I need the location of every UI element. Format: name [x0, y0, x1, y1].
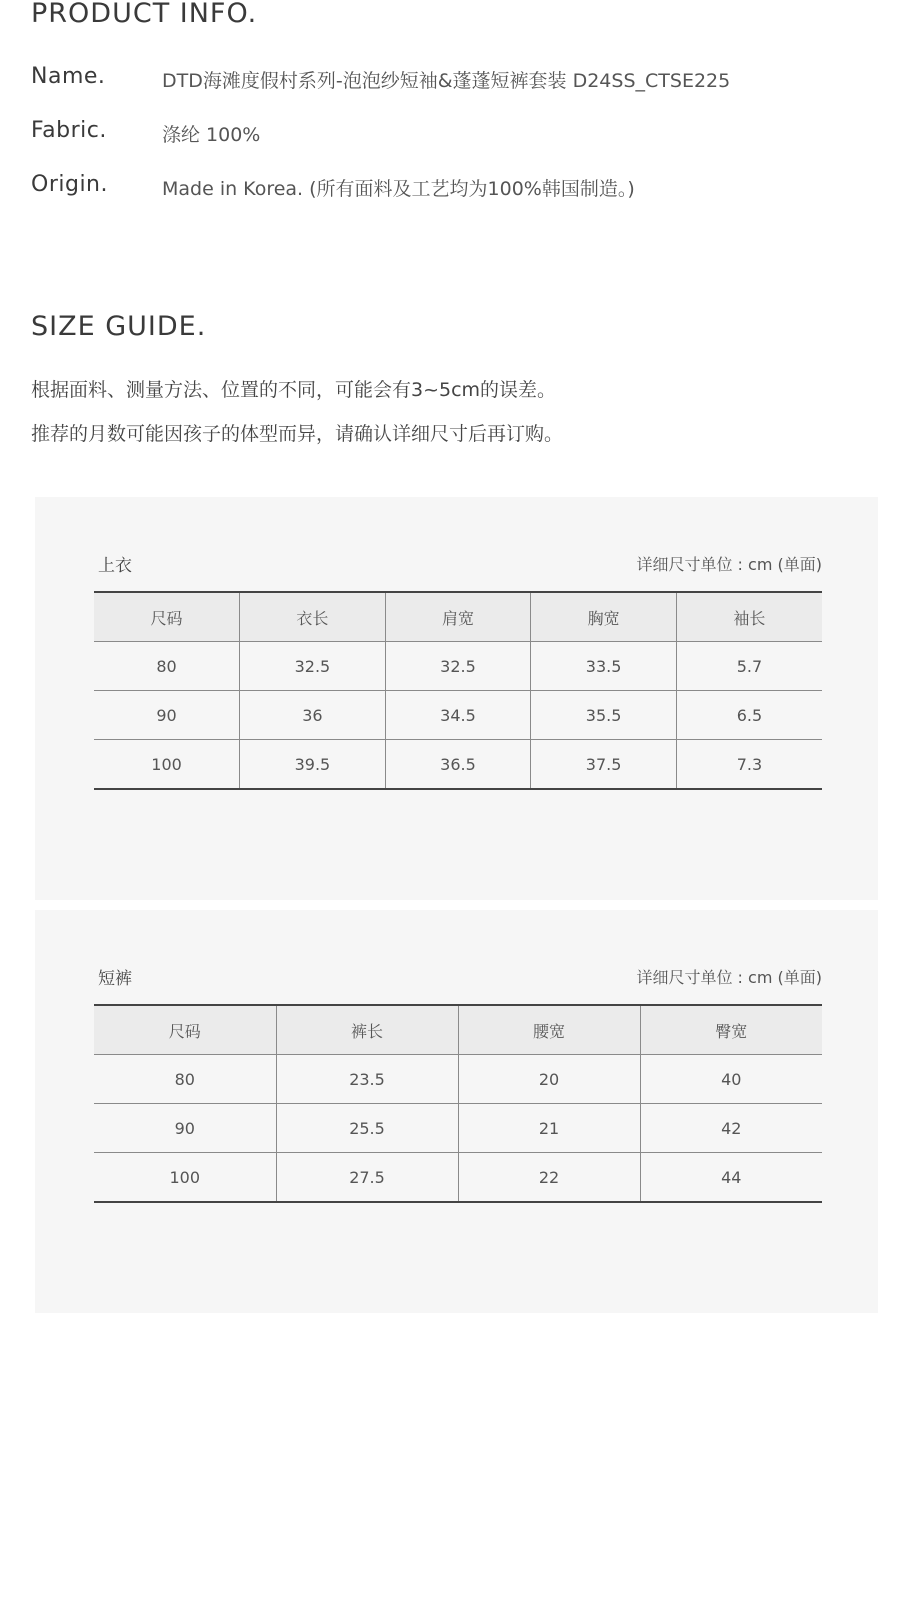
fabric-value: 涤纶 100% — [162, 124, 261, 146]
origin-value: Made in Korea. (所有面料及工艺均为100%韩国制造。) — [162, 178, 635, 200]
table-header-cell: 腰宽 — [458, 1005, 640, 1055]
table-cell: 25.5 — [276, 1104, 458, 1153]
table-cell: 36.5 — [385, 740, 531, 790]
table-cell: 90 — [94, 1104, 276, 1153]
table-cell: 39.5 — [240, 740, 386, 790]
name-value: DTD海滩度假村系列-泡泡纱短袖&蓬蓬短裤套装 D24SS_CTSE225 — [162, 70, 731, 92]
info-row-name — [31, 64, 891, 96]
size-note-2: 推荐的月数可能因孩子的体型而异，请确认详细尺寸后再订购。 — [31, 423, 564, 445]
table-cell: 80 — [94, 1055, 276, 1104]
table-cell: 22 — [458, 1153, 640, 1203]
fabric-label: Fabric. — [31, 118, 107, 143]
table-row — [94, 1104, 822, 1153]
table-cell: 7.3 — [676, 740, 822, 790]
size-table-top — [94, 591, 822, 790]
table-cell: 100 — [94, 1153, 276, 1203]
table-header-cell: 臀宽 — [640, 1005, 822, 1055]
table-cell: 44 — [640, 1153, 822, 1203]
table-row — [94, 691, 822, 740]
origin-label: Origin. — [31, 172, 108, 197]
name-label: Name. — [31, 64, 106, 89]
table-cell: 80 — [94, 642, 240, 691]
table-cell: 5.7 — [676, 642, 822, 691]
size-card-shorts — [35, 910, 878, 1313]
table-header-cell: 尺码 — [94, 1005, 276, 1055]
table-cell: 42 — [640, 1104, 822, 1153]
table-header-cell: 胸宽 — [531, 592, 677, 642]
size-table-shorts-title: 短裤 — [98, 969, 132, 989]
size-card-top — [35, 497, 878, 900]
table-header-cell: 尺码 — [94, 592, 240, 642]
table-cell: 32.5 — [240, 642, 386, 691]
table-row — [94, 642, 822, 691]
table-cell: 33.5 — [531, 642, 677, 691]
info-row-fabric — [31, 118, 891, 150]
table-cell: 100 — [94, 740, 240, 790]
size-table-top-unit: 详细尺寸单位 : cm (单面) — [636, 555, 822, 574]
info-row-origin — [31, 172, 891, 204]
table-cell: 35.5 — [531, 691, 677, 740]
table-cell: 20 — [458, 1055, 640, 1104]
table-cell: 34.5 — [385, 691, 531, 740]
table-header-cell: 衣长 — [240, 592, 386, 642]
table-cell: 32.5 — [385, 642, 531, 691]
table-cell: 23.5 — [276, 1055, 458, 1104]
table-cell: 37.5 — [531, 740, 677, 790]
table-header-row — [94, 1005, 822, 1055]
table-row — [94, 1153, 822, 1203]
product-info-title: PRODUCT INFO. — [31, 0, 258, 29]
table-row — [94, 1055, 822, 1104]
size-note-1: 根据面料、测量方法、位置的不同，可能会有3~5cm的误差。 — [31, 379, 557, 401]
table-cell: 36 — [240, 691, 386, 740]
size-table-shorts-unit: 详细尺寸单位 : cm (单面) — [636, 968, 822, 987]
table-cell: 6.5 — [676, 691, 822, 740]
size-guide-title: SIZE GUIDE. — [31, 311, 207, 342]
table-header-cell: 袖长 — [676, 592, 822, 642]
table-row — [94, 740, 822, 790]
table-header-cell: 肩宽 — [385, 592, 531, 642]
size-table-shorts — [94, 1004, 822, 1203]
table-cell: 27.5 — [276, 1153, 458, 1203]
table-cell: 40 — [640, 1055, 822, 1104]
table-cell: 21 — [458, 1104, 640, 1153]
size-table-top-title: 上衣 — [98, 556, 132, 576]
table-header-row — [94, 592, 822, 642]
table-header-cell: 裤长 — [276, 1005, 458, 1055]
table-cell: 90 — [94, 691, 240, 740]
